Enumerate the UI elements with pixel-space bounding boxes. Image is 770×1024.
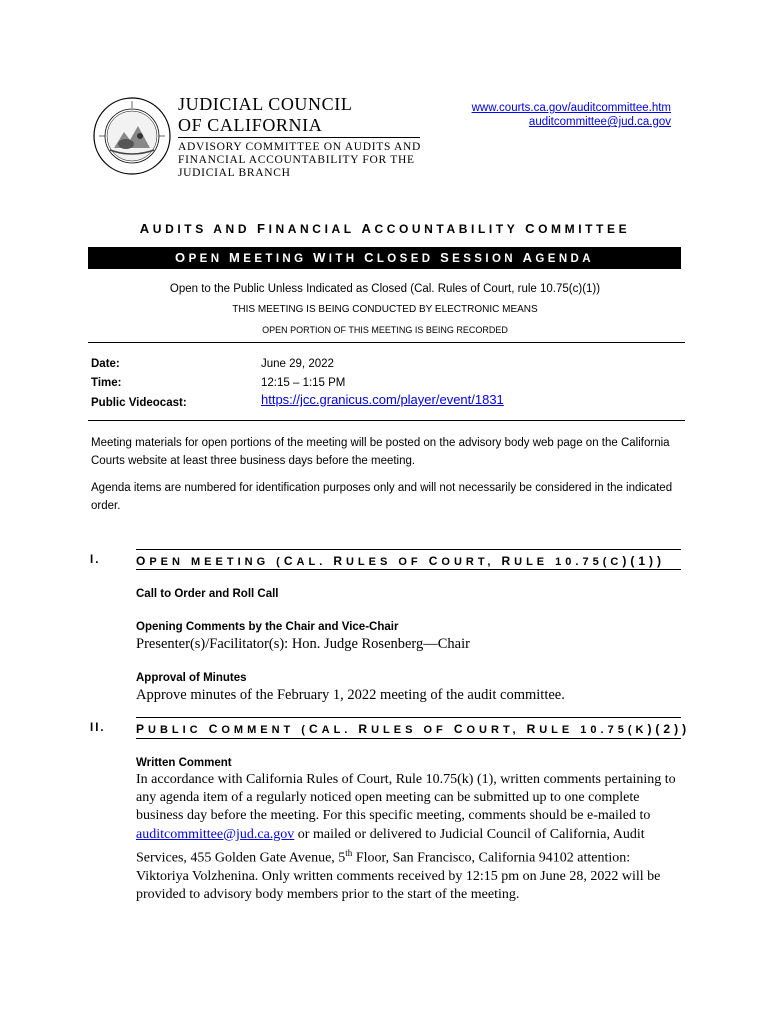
item-opening-comments-title: Opening Comments by the Chair and Vice-Chair [136,621,399,633]
agenda-title-text-2: ITH [328,253,365,265]
committee-name-cap-3: C [525,221,539,236]
committee-name-cap-0: A [139,221,153,236]
item-approval-minutes-title: Approval of Minutes [136,672,247,684]
section-1-title-cap-3: C [428,554,442,568]
org-title-line2: OF CALIFORNIA [178,115,323,135]
section-1-title-cap-6: )(1)) [622,554,665,568]
section-1-title-text-1: AL. [296,556,334,568]
header-links [472,101,671,129]
section-2-title-text-3: ULES OF [371,724,454,736]
agenda-title-text-5: GENDA [535,253,594,265]
section-2-number: II. [90,722,106,734]
agenda-title-cap-1: M [229,250,244,265]
section-2-title-cap-3: R [358,722,372,736]
committee-name-text-2: CCOUNTABILITY [374,222,526,236]
section-2-title-text-2: AL. [321,724,359,736]
section-1-title-text-2: ULES OF [345,556,429,568]
section-2-title-cap-7: )(2)) [647,722,691,736]
section-1-title-text-5: C [610,556,623,568]
item-opening-comments-presenter: Presenter(s)/Facilitator(s): Hon. Judge Rosenberg—Chair [136,636,470,652]
section-1-title-text-3: OURT, [441,556,502,568]
section-2-bottom-rule [136,738,681,739]
written-comment-superscript: th [345,847,353,858]
agenda-title-cap-4: S [440,250,453,265]
org-title [178,94,352,136]
agenda-order-paragraph: Agenda items are numbered for identification purposes only and will not necessarily be considered in the indicated order. [91,482,673,512]
committee-name-text-1: INANCIAL [268,222,362,236]
recorded-notice: OPEN PORTION OF THIS MEETING IS BEING RECORDED [262,325,508,335]
item-written-comment-title: Written Comment [136,757,232,769]
time-value: 12:15 – 1:15 PM [261,377,346,389]
electronic-means-notice: THIS MEETING IS BEING CONDUCTED BY ELECTRONIC MEANS [232,304,538,315]
videocast-link[interactable]: https://jcc.granicus.com/player/event/1831 [261,392,504,407]
written-comment-text-3: Floor, San Francisco, California 94102 attention: Viktoriya Volzhenina. Only written comments received by 12:15 pm on June 28, 2022 will be provided to advisory body members prior to the start of the meeting. [136,850,661,902]
agenda-title-text-4: ESSION [452,253,523,265]
header-divider [178,137,420,138]
agenda-title-text-1: EETING [243,253,314,265]
open-public-notice: Open to the Public Unless Indicated as Closed (Cal. Rules of Court, rule 10.75(c)(1)) [169,283,601,295]
item-approval-minutes-body: Approve minutes of the February 1, 2022 meeting of the audit committee. [136,687,565,703]
agenda-title-cap-0: O [175,250,189,265]
section-1-title-cap-4: R [501,554,515,568]
judicial-council-seal-icon [92,96,172,176]
org-subtitle-line1: ADVISORY COMMITTEE ON AUDITS AND [178,141,422,153]
committee-name [0,221,770,236]
item-call-to-order-title: Call to Order and Roll Call [136,588,279,600]
section-1-title-text-0: PEN MEETING ( [149,556,284,568]
section-2-title-cap-2: C [308,722,322,736]
videocast-label: Public Videocast: [91,397,187,409]
written-comment-text-1: In accordance with California Rules of Court, Rule 10.75(k) (1), written comments pertaining to any agenda item of a regularly noticed open meeting can be submitted up to one complete business day before the meeting. For this specific meeting, comments should be e-mailed to [136,772,676,824]
agenda-title-text-0: PEN [188,253,230,265]
committee-name-text-0: UDITS AND [152,222,258,236]
written-comment-text-2: or mailed or delivered to Judicial Council of California, Audit Services, 455 Golden Gate Avenue, 5 [136,826,645,866]
section-1-top-rule [136,549,681,550]
section-2-title-text-4: OURT, [466,724,527,736]
item-written-comment-body [136,771,686,904]
meta-bottom-divider [88,420,685,421]
section-1-title-cap-1: C [283,554,297,568]
materials-paragraph: Meeting materials for open portions of the meeting will be posted on the advisory body web page on the California Courts website at least three business days before the meeting. [91,437,670,467]
section-1-title-cap-0: O [136,554,150,568]
committee-name-cap-2: A [361,221,375,236]
section-2-top-rule [136,717,681,718]
email-link[interactable]: auditcommittee@jud.ca.gov [528,116,671,128]
section-2-title-text-5: ULE 10.75( [539,724,636,736]
agenda-title-bar [88,247,681,269]
section-1-bottom-rule [136,569,681,570]
section-1-title-text-4: ULE 10.75( [514,556,611,568]
section-1-title-cap-2: R [333,554,346,568]
committee-name-text-3: OMMITTEE [538,222,631,236]
section-2-title-cap-0: P [136,722,149,736]
website-link[interactable]: www.courts.ca.gov/auditcommittee.htm [471,102,671,114]
section-2-title-text-1: OMMENT ( [221,724,309,736]
date-label: Date: [91,358,120,370]
agenda-title-cap-5: A [522,250,536,265]
org-subtitle-line3: JUDICIAL BRANCH [178,167,291,179]
section-1-title [136,554,665,568]
written-comment-email-link[interactable]: auditcommittee@jud.ca.gov [136,826,295,842]
section-2-title-cap-4: C [453,722,467,736]
section-2-title-text-0: UBLIC [148,724,209,736]
section-2-title-text-6: K [635,724,648,736]
committee-name-cap-1: F [257,221,269,236]
agenda-title-cap-2: W [313,250,329,265]
date-value: June 29, 2022 [261,358,334,370]
org-title-line1: JUDICIAL COUNCIL [178,94,353,114]
org-subtitle-line2: FINANCIAL ACCOUNTABILITY FOR THE [178,154,415,166]
section-1-number: I. [90,554,101,566]
org-subtitle [178,141,421,180]
agenda-title-cap-3: C [364,250,377,265]
section-2-title [136,722,690,736]
section-2-title-cap-5: R [526,722,540,736]
section-2-title-cap-1: C [208,722,222,736]
meta-top-divider [88,342,685,343]
time-label: Time: [91,377,122,389]
agenda-title-text-3: LOSED [376,253,441,265]
